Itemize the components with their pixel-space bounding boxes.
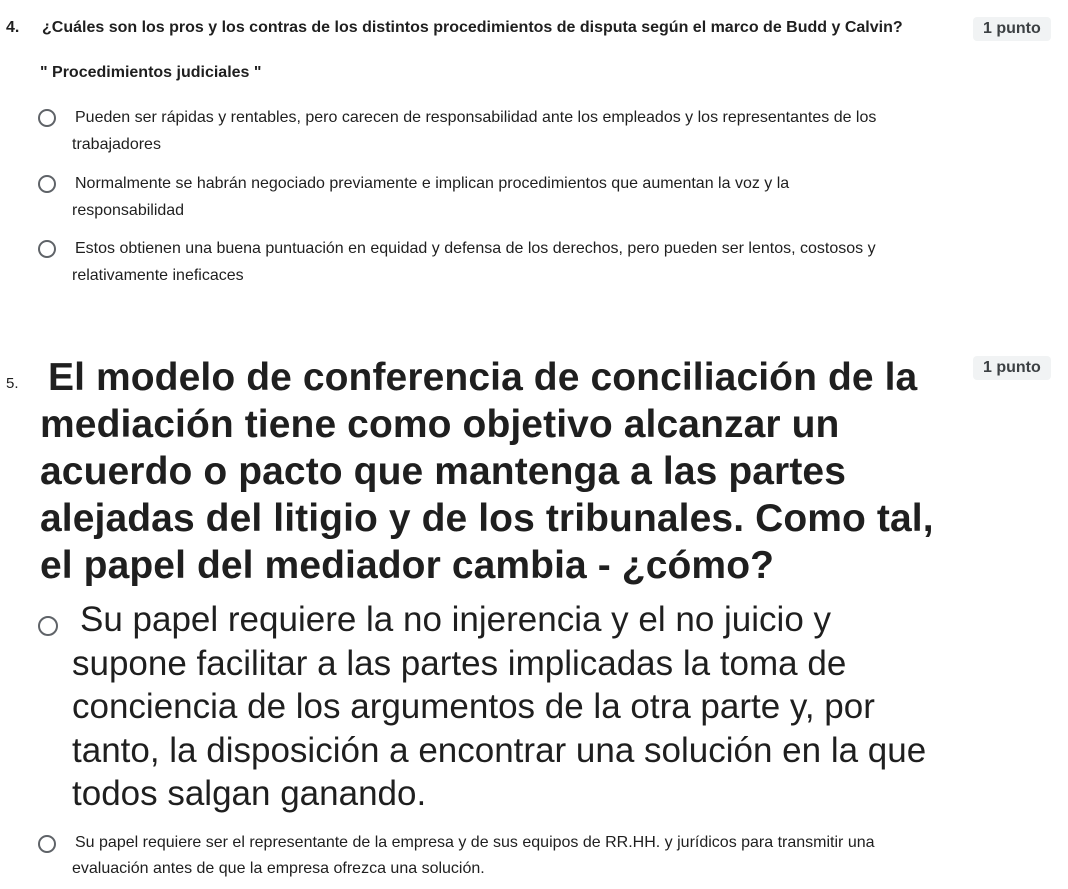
answer-option-label: Estos obtienen una buena puntuación en equidad y defensa de los derechos, pero pueden ser lentos, costosos y relativamente ineficaces <box>72 240 876 284</box>
radio-button[interactable] <box>38 835 56 853</box>
question-subheading: " Procedimientos judiciales " <box>40 64 262 81</box>
radio-button[interactable] <box>38 109 56 127</box>
points-badge: 1 punto <box>973 17 1051 41</box>
answer-option-label: Su papel requiere la no injerencia y el no juicio y supone facilitar a las partes implicadas la toma de conciencia de los argumentos de la otra parte y, por tanto, la disposición a encontrar una solución en la que todos salgan ganando. <box>72 600 927 813</box>
question-title: ¿Cuáles son los pros y los contras de los distintos procedimientos de disputa según el marco de Budd y Calvin? <box>42 19 903 36</box>
question-number: 5. <box>6 375 19 392</box>
points-badge: 1 punto <box>973 356 1051 380</box>
question-number: 4. <box>6 19 20 36</box>
radio-button[interactable] <box>38 240 56 258</box>
answer-option-label: Pueden ser rápidas y rentables, pero carecen de responsabilidad ante los empleados y los representantes de los trabajadores <box>72 109 877 153</box>
radio-button[interactable] <box>38 616 58 636</box>
answer-option-label: Normalmente se habrán negociado previamente e implican procedimientos que aumentan la voz y la responsabilidad <box>72 175 790 219</box>
answer-option-label: Su papel requiere ser el representante de la empresa y de sus equipos de RR.HH. y jurídicos para transmitir una evaluación antes de que la empresa ofrezca una solución. <box>72 834 875 877</box>
radio-button[interactable] <box>38 175 56 193</box>
question-title: El modelo de conferencia de conciliación de la mediación tiene como objetivo alcanzar un acuerdo o pacto que mantenga a las partes alejadas del litigio y de los tribunales. Como tal, el papel del mediador cambia - ¿cómo? <box>40 356 934 587</box>
